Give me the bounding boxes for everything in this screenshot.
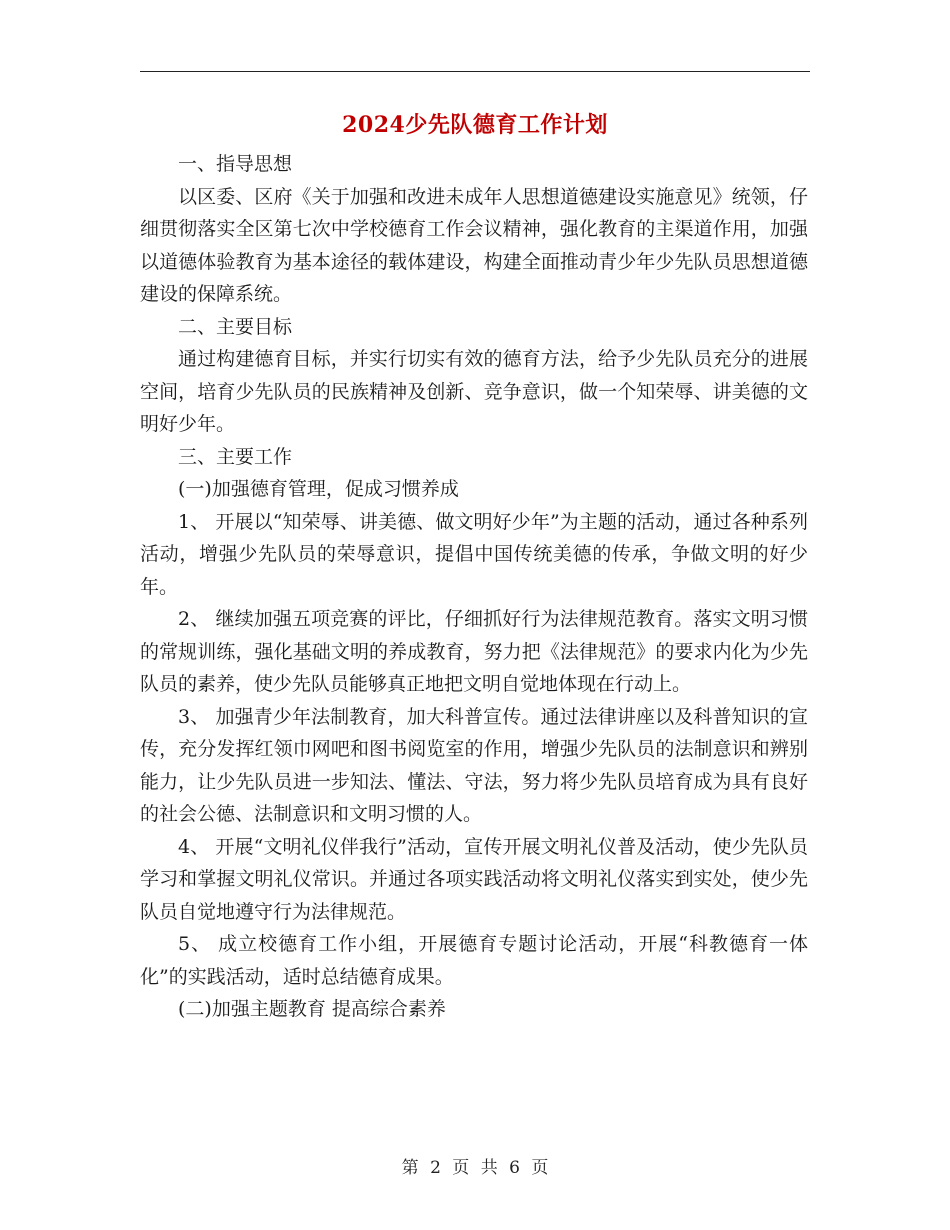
- page-footer: 第 2 页 共 6 页: [401, 1158, 549, 1178]
- list-item: 4、 开展“文明礼仪伴我行”活动，宣传开展文明礼仪普及活动，使少先队员学习和掌握文明礼仪常识。并通过各项实践活动将文明礼仪落实到实处，使少先队员自觉地遵守行为法律规范。: [140, 835, 808, 923]
- document-title: 2024少先队德育工作计划: [342, 112, 608, 138]
- heading-guiding-ideology: 一、指导思想: [178, 153, 293, 175]
- list-item: 5、 成立校德育工作小组，开展德育专题讨论活动，开展“科教德育一体化”的实践活动，适时总结德育成果。: [140, 933, 808, 988]
- list-item: 1、 开展以“知荣辱、讲美德、做文明好少年”为主题的活动，通过各种系列活动，增强少先队员的荣辱意识，提倡中国传统美德的传承，争做文明的好少年。: [140, 510, 808, 598]
- list-item: 3、 加强青少年法制教育，加大科普宣传。通过法律讲座以及科普知识的宣传，充分发挥红领巾网吧和图书阅览室的作用，增强少先队员的法制意识和辨别能力，让少先队员进一步知法、懂法、守法，努力将少先队员培育成为具有良好的社会公德、法制意识和文明习惯的人。: [140, 705, 808, 825]
- subheading: (二)加强主题教育 提高综合素养: [178, 998, 446, 1020]
- paragraph: 通过构建德育目标，并实行切实有效的德育方法，给予少先队员充分的进展空间，培育少先队员的民族精神及创新、竞争意识，做一个知荣辱、讲美德的文明好少年。: [140, 348, 808, 435]
- list-item: 2、 继续加强五项竞赛的评比，仔细抓好行为法律规范教育。落实文明习惯的常规训练，强化基础文明的养成教育，努力把《法律规范》的要求内化为少先队员的素养，使少先队员能够真正地把文明自觉地体现在行动上。: [140, 608, 808, 695]
- header-rule: [140, 71, 810, 72]
- document-body: [140, 148, 808, 1026]
- heading-main-work: 三、主要工作: [178, 445, 293, 468]
- subheading: (一)加强德育管理，促成习惯养成: [178, 478, 459, 500]
- paragraph: 以区委、区府《关于加强和改进未成年人思想道德建设实施意见》统领，仔细贯彻落实全区第七次中学校德育工作会议精神，强化教育的主渠道作用，加强以道德体验教育为基本途径的载体建设，构建全面推动青少年少先队员思想道德建设的保障系统。: [140, 185, 808, 305]
- heading-main-goals: 二、主要目标: [178, 315, 293, 338]
